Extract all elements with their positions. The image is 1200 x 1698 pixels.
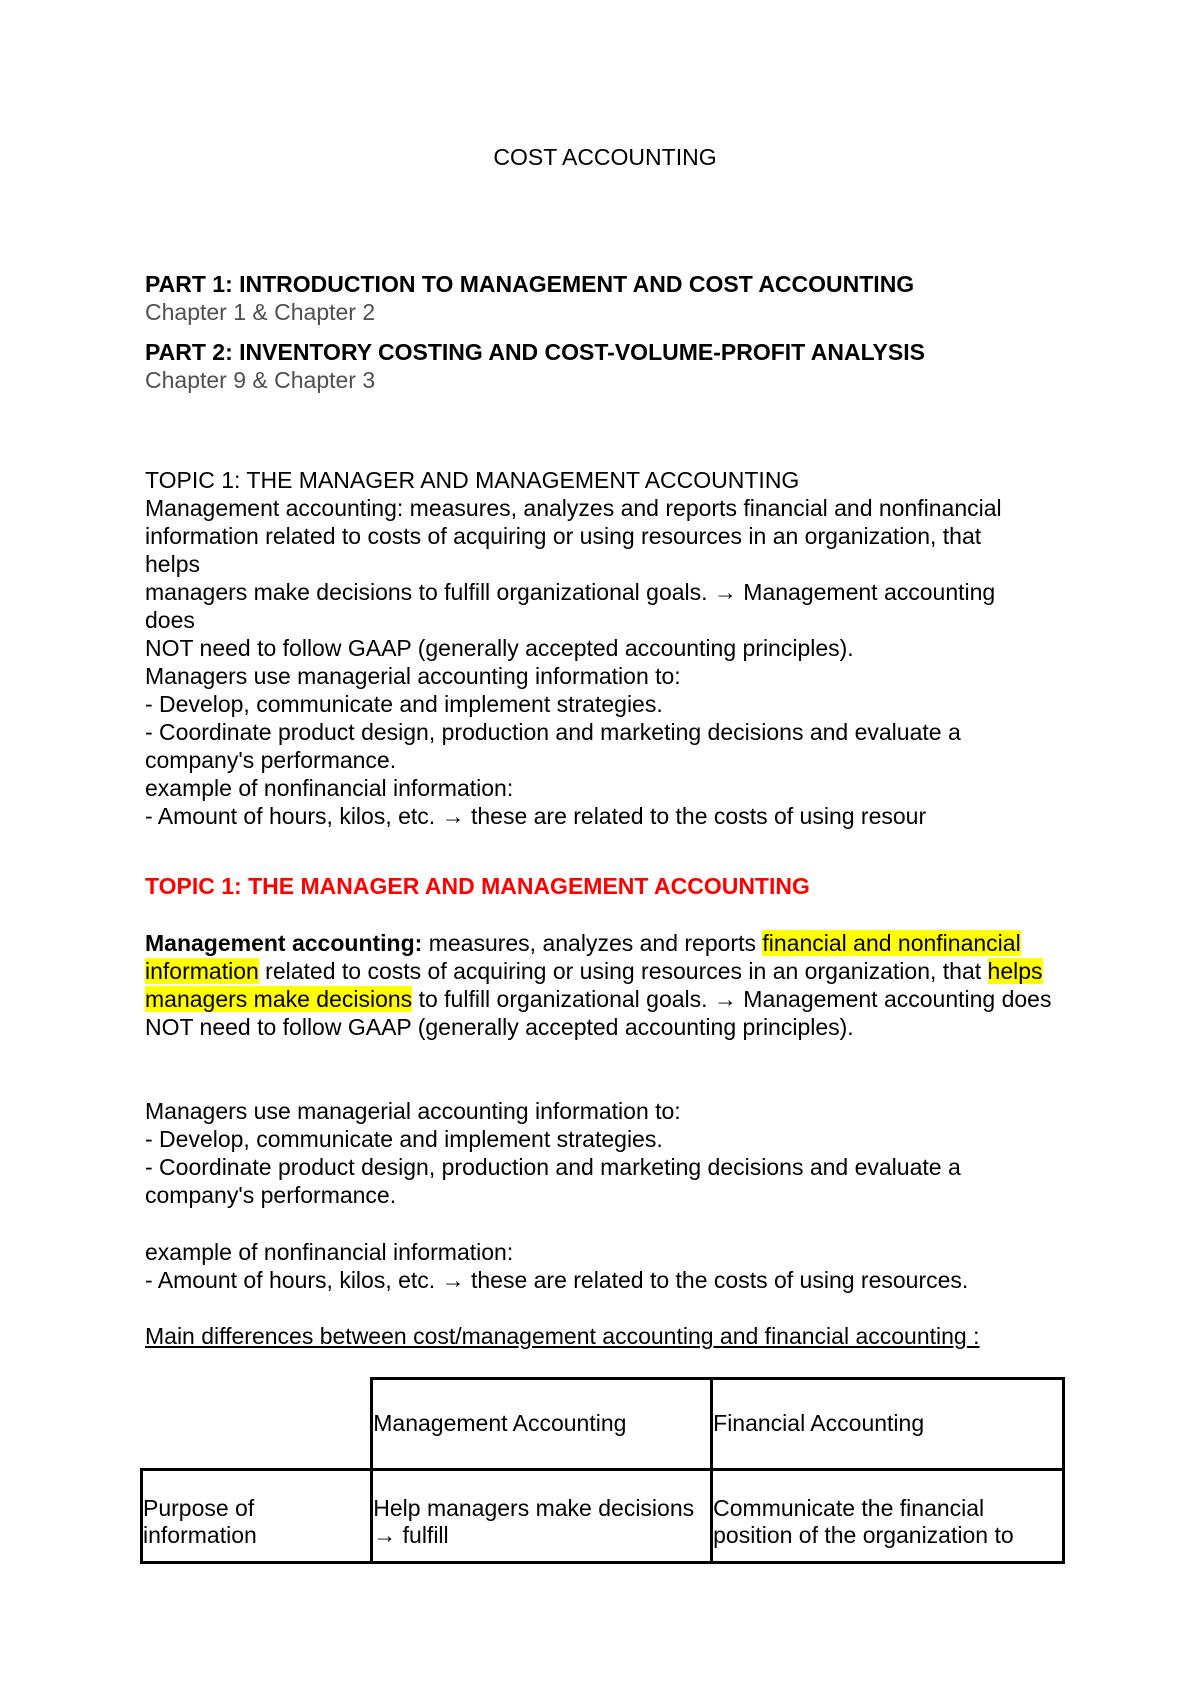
- draft-line: company's performance.: [145, 747, 397, 773]
- definition-text: measures, analyzes and reports: [422, 930, 763, 956]
- table-header-row: [142, 1379, 1064, 1470]
- definition-paragraph: [145, 929, 1065, 1041]
- differences-heading-block: [145, 1322, 1065, 1350]
- differences-table: [140, 1377, 1065, 1559]
- definition-text: related to costs of acquiring or using resources in an organization, that: [258, 958, 988, 984]
- example-item: - Amount of hours, kilos, etc. → these are related to the costs of using resources.: [145, 1267, 969, 1293]
- table-cell: Purpose of information: [142, 1470, 372, 1563]
- draft-line: managers make decisions to fulfill organizational goals. → Management accounting: [145, 579, 996, 605]
- part-1: [145, 270, 1065, 326]
- draft-line: example of nonfinancial information:: [145, 775, 514, 801]
- example-block: [145, 1238, 1065, 1294]
- highlight-financial-info: financial and nonfinancial information: [145, 930, 1021, 984]
- definition-text: to fulfill organizational goals. → Management accounting does NOT need to follow GAAP (generally accepted accounting principles).: [145, 986, 1052, 1040]
- definition-term: Management accounting:: [145, 930, 423, 956]
- table-header-cell: [142, 1379, 372, 1470]
- table-row: [142, 1470, 1064, 1563]
- topic-1-heading: TOPIC 1: THE MANAGER AND MANAGEMENT ACCOUNTING: [145, 873, 810, 899]
- draft-line: - Develop, communicate and implement strategies.: [145, 691, 663, 717]
- draft-line: Management accounting: measures, analyzes and reports financial and nonfinancial: [145, 495, 1002, 521]
- uses-item: - Coordinate product design, production and marketing decisions and evaluate a company's performance.: [145, 1154, 961, 1208]
- draft-line: information related to costs of acquiring or using resources in an organization, that: [145, 523, 982, 549]
- draft-line: - Coordinate product design, production and marketing decisions and evaluate a: [145, 719, 961, 745]
- table-cell: Communicate the financial position of the organization to: [712, 1470, 1064, 1563]
- part-2: [145, 338, 1065, 394]
- table-header-cell: Management Accounting: [372, 1379, 712, 1470]
- part-1-heading: PART 1: INTRODUCTION TO MANAGEMENT AND COST ACCOUNTING: [145, 271, 915, 297]
- draft-line: TOPIC 1: THE MANAGER AND MANAGEMENT ACCOUNTING: [145, 467, 800, 493]
- table-header-cell: Financial Accounting: [712, 1379, 1064, 1470]
- uses-item: - Develop, communicate and implement strategies.: [145, 1126, 663, 1152]
- highlight-helps-managers: helps managers make decisions: [145, 958, 1043, 1012]
- differences-heading: Main differences between cost/management accounting and financial accounting :: [145, 1323, 980, 1349]
- topic-heading: [145, 872, 1065, 900]
- draft-line: Managers use managerial accounting information to:: [145, 663, 681, 689]
- draft-line: helps: [145, 551, 200, 577]
- table-cell: Help managers make decisions → fulfill: [372, 1470, 712, 1563]
- example-intro: example of nonfinancial information:: [145, 1239, 514, 1265]
- uses-intro: Managers use managerial accounting information to:: [145, 1098, 681, 1124]
- draft-notes: [145, 466, 1065, 830]
- part-2-chapters: Chapter 9 & Chapter 3: [145, 367, 376, 393]
- draft-line: NOT need to follow GAAP (generally accepted accounting principles).: [145, 635, 854, 661]
- draft-line: - Amount of hours, kilos, etc. → these are related to the costs of using resour: [145, 803, 927, 829]
- uses-list: [145, 1097, 1065, 1209]
- draft-line: does: [145, 607, 195, 633]
- document-title: COST ACCOUNTING: [493, 144, 717, 170]
- part-1-chapters: Chapter 1 & Chapter 2: [145, 299, 376, 325]
- part-2-heading: PART 2: INVENTORY COSTING AND COST-VOLUME-PROFIT ANALYSIS: [145, 339, 925, 365]
